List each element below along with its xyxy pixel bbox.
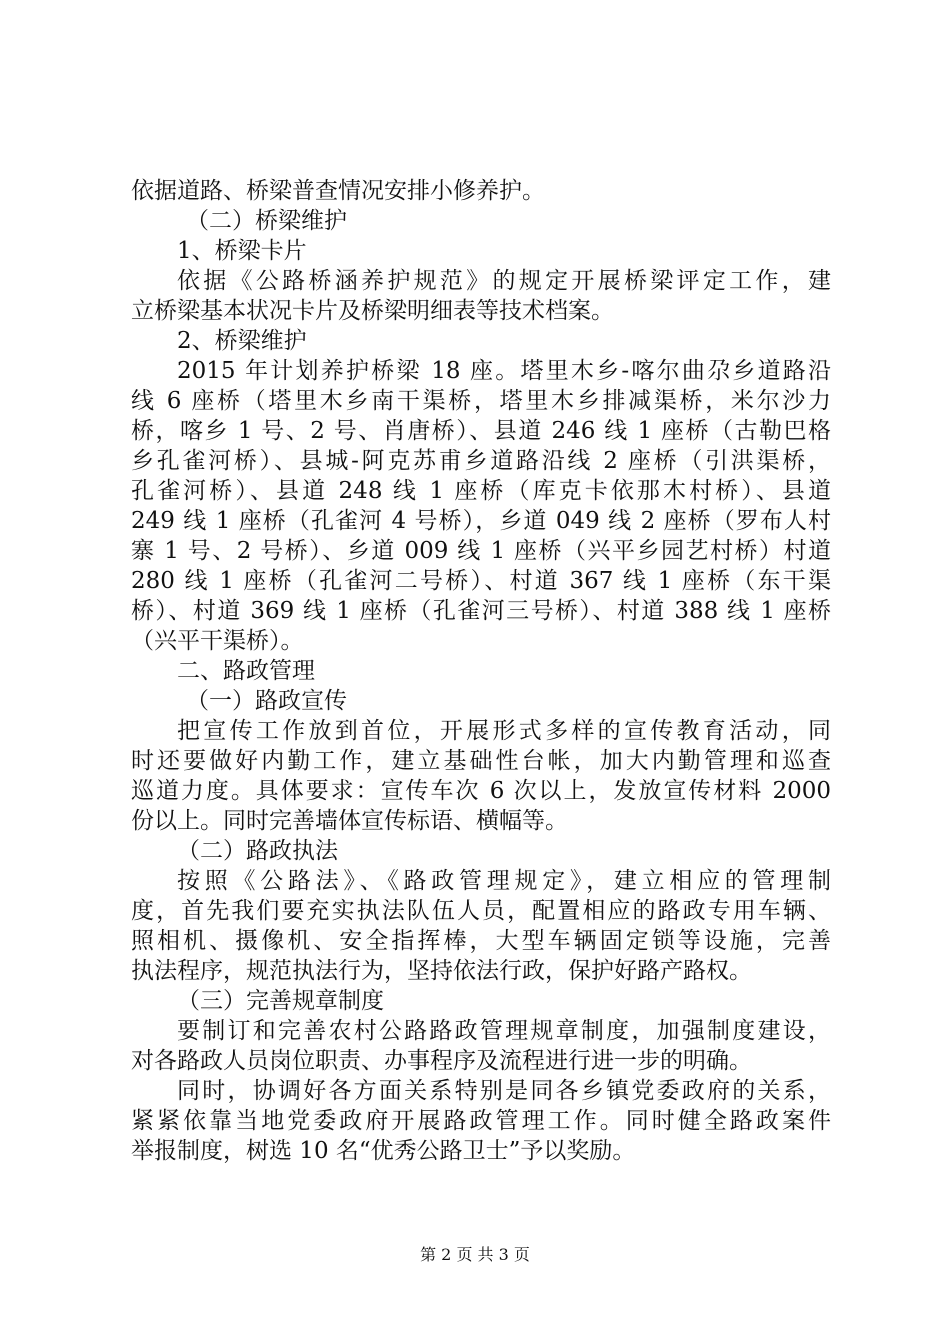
text-line-22: 份以上。同时完善墙体宣传标语、横幅等。	[131, 808, 568, 834]
text-line-15: 桥）、村道 369 线 1 座桥（孔雀河三号桥）、村道 388 线 1 座桥	[131, 598, 831, 624]
section-heading-road-administration: 二、路政管理	[177, 658, 315, 684]
text-line-16: （兴平干渠桥）。	[131, 628, 304, 654]
text-line-7: 2015 年计划养护桥梁 18 座。塔里木乡-喀尔曲尕乡道路沿	[177, 358, 831, 384]
text-line-30: 对各路政人员岗位职责、办事程序及流程进行进一步的明确。	[131, 1048, 752, 1074]
text-line-26: 照相机、摄像机、安全指挥棒，大型车辆固定锁等设施，完善	[131, 928, 831, 954]
text-line-31: 同时，协调好各方面关系特别是同各乡镇党委政府的关系，	[177, 1078, 831, 1104]
text-line-14: 280 线 1 座桥（孔雀河二号桥）、村道 367 线 1 座桥（东干渠	[131, 568, 831, 594]
text-line-1: 依据道路、桥梁普查情况安排小修养护。	[131, 178, 545, 204]
text-line-24: 按照《公路法》、《路政管理规定》，建立相应的管理制	[177, 868, 831, 894]
text-line-32: 紧紧依靠当地党委政府开展路政管理工作。同时健全路政案件	[131, 1108, 831, 1134]
text-line-11: 孔雀河桥）、县道 248 线 1 座桥（库克卡依那木村桥）、县道	[131, 478, 831, 504]
document-body	[131, 176, 831, 1166]
text-line-20: 时还要做好内勤工作，建立基础性台帐，加大内勤管理和巡查	[131, 748, 831, 774]
text-line-21: 巡道力度。具体要求：宣传车次 6 次以上，发放宣传材料 2000	[131, 778, 831, 804]
text-line-4: 依据《公路桥涵养护规范》的规定开展桥梁评定工作，建	[177, 268, 831, 294]
section-heading-bridge-maintenance: （二）桥梁维护	[186, 208, 347, 234]
text-line-27: 执法程序，规范执法行为，坚持依法行政，保护好路产路权。	[131, 958, 752, 984]
subheading-road-law-enforcement: （二）路政执法	[177, 838, 338, 864]
subheading-bridge-cards: 1、桥梁卡片	[177, 238, 307, 264]
text-line-12: 249 线 1 座桥（孔雀河 4 号桥），乡道 049 线 2 座桥（罗布人村	[131, 508, 831, 534]
text-line-8: 线 6 座桥（塔里木乡南干渠桥，塔里木乡排减渠桥，米尔沙力	[131, 388, 831, 414]
subheading-bridge-maintenance: 2、桥梁维护	[177, 328, 307, 354]
text-line-10: 乡孔雀河桥）、县城-阿克苏甫乡道路沿线 2 座桥（引洪渠桥，	[131, 448, 831, 474]
text-line-33: 举报制度，树选 10 名“优秀公路卫士”予以奖励。	[131, 1138, 636, 1164]
text-line-9: 桥，喀乡 1 号、2 号、肖唐桥）、县道 246 线 1 座桥（古勒巴格	[131, 418, 831, 444]
subheading-regulations: （三）完善规章制度	[177, 988, 384, 1014]
text-line-29: 要制订和完善农村公路路政管理规章制度，加强制度建设，	[177, 1018, 831, 1044]
page-footer: 第 2 页 共 3 页	[420, 1245, 530, 1264]
text-line-25: 度，首先我们要充实执法队伍人员，配置相应的路政专用车辆、	[131, 898, 831, 924]
subheading-road-publicity: （一）路政宣传	[186, 688, 347, 714]
text-line-19: 把宣传工作放到首位，开展形式多样的宣传教育活动，同	[177, 718, 831, 744]
text-line-5: 立桥梁基本状况卡片及桥梁明细表等技术档案。	[131, 298, 614, 324]
text-line-13: 寨 1 号、2 号桥）、乡道 009 线 1 座桥（兴平乡园艺村桥）村道	[131, 538, 831, 564]
